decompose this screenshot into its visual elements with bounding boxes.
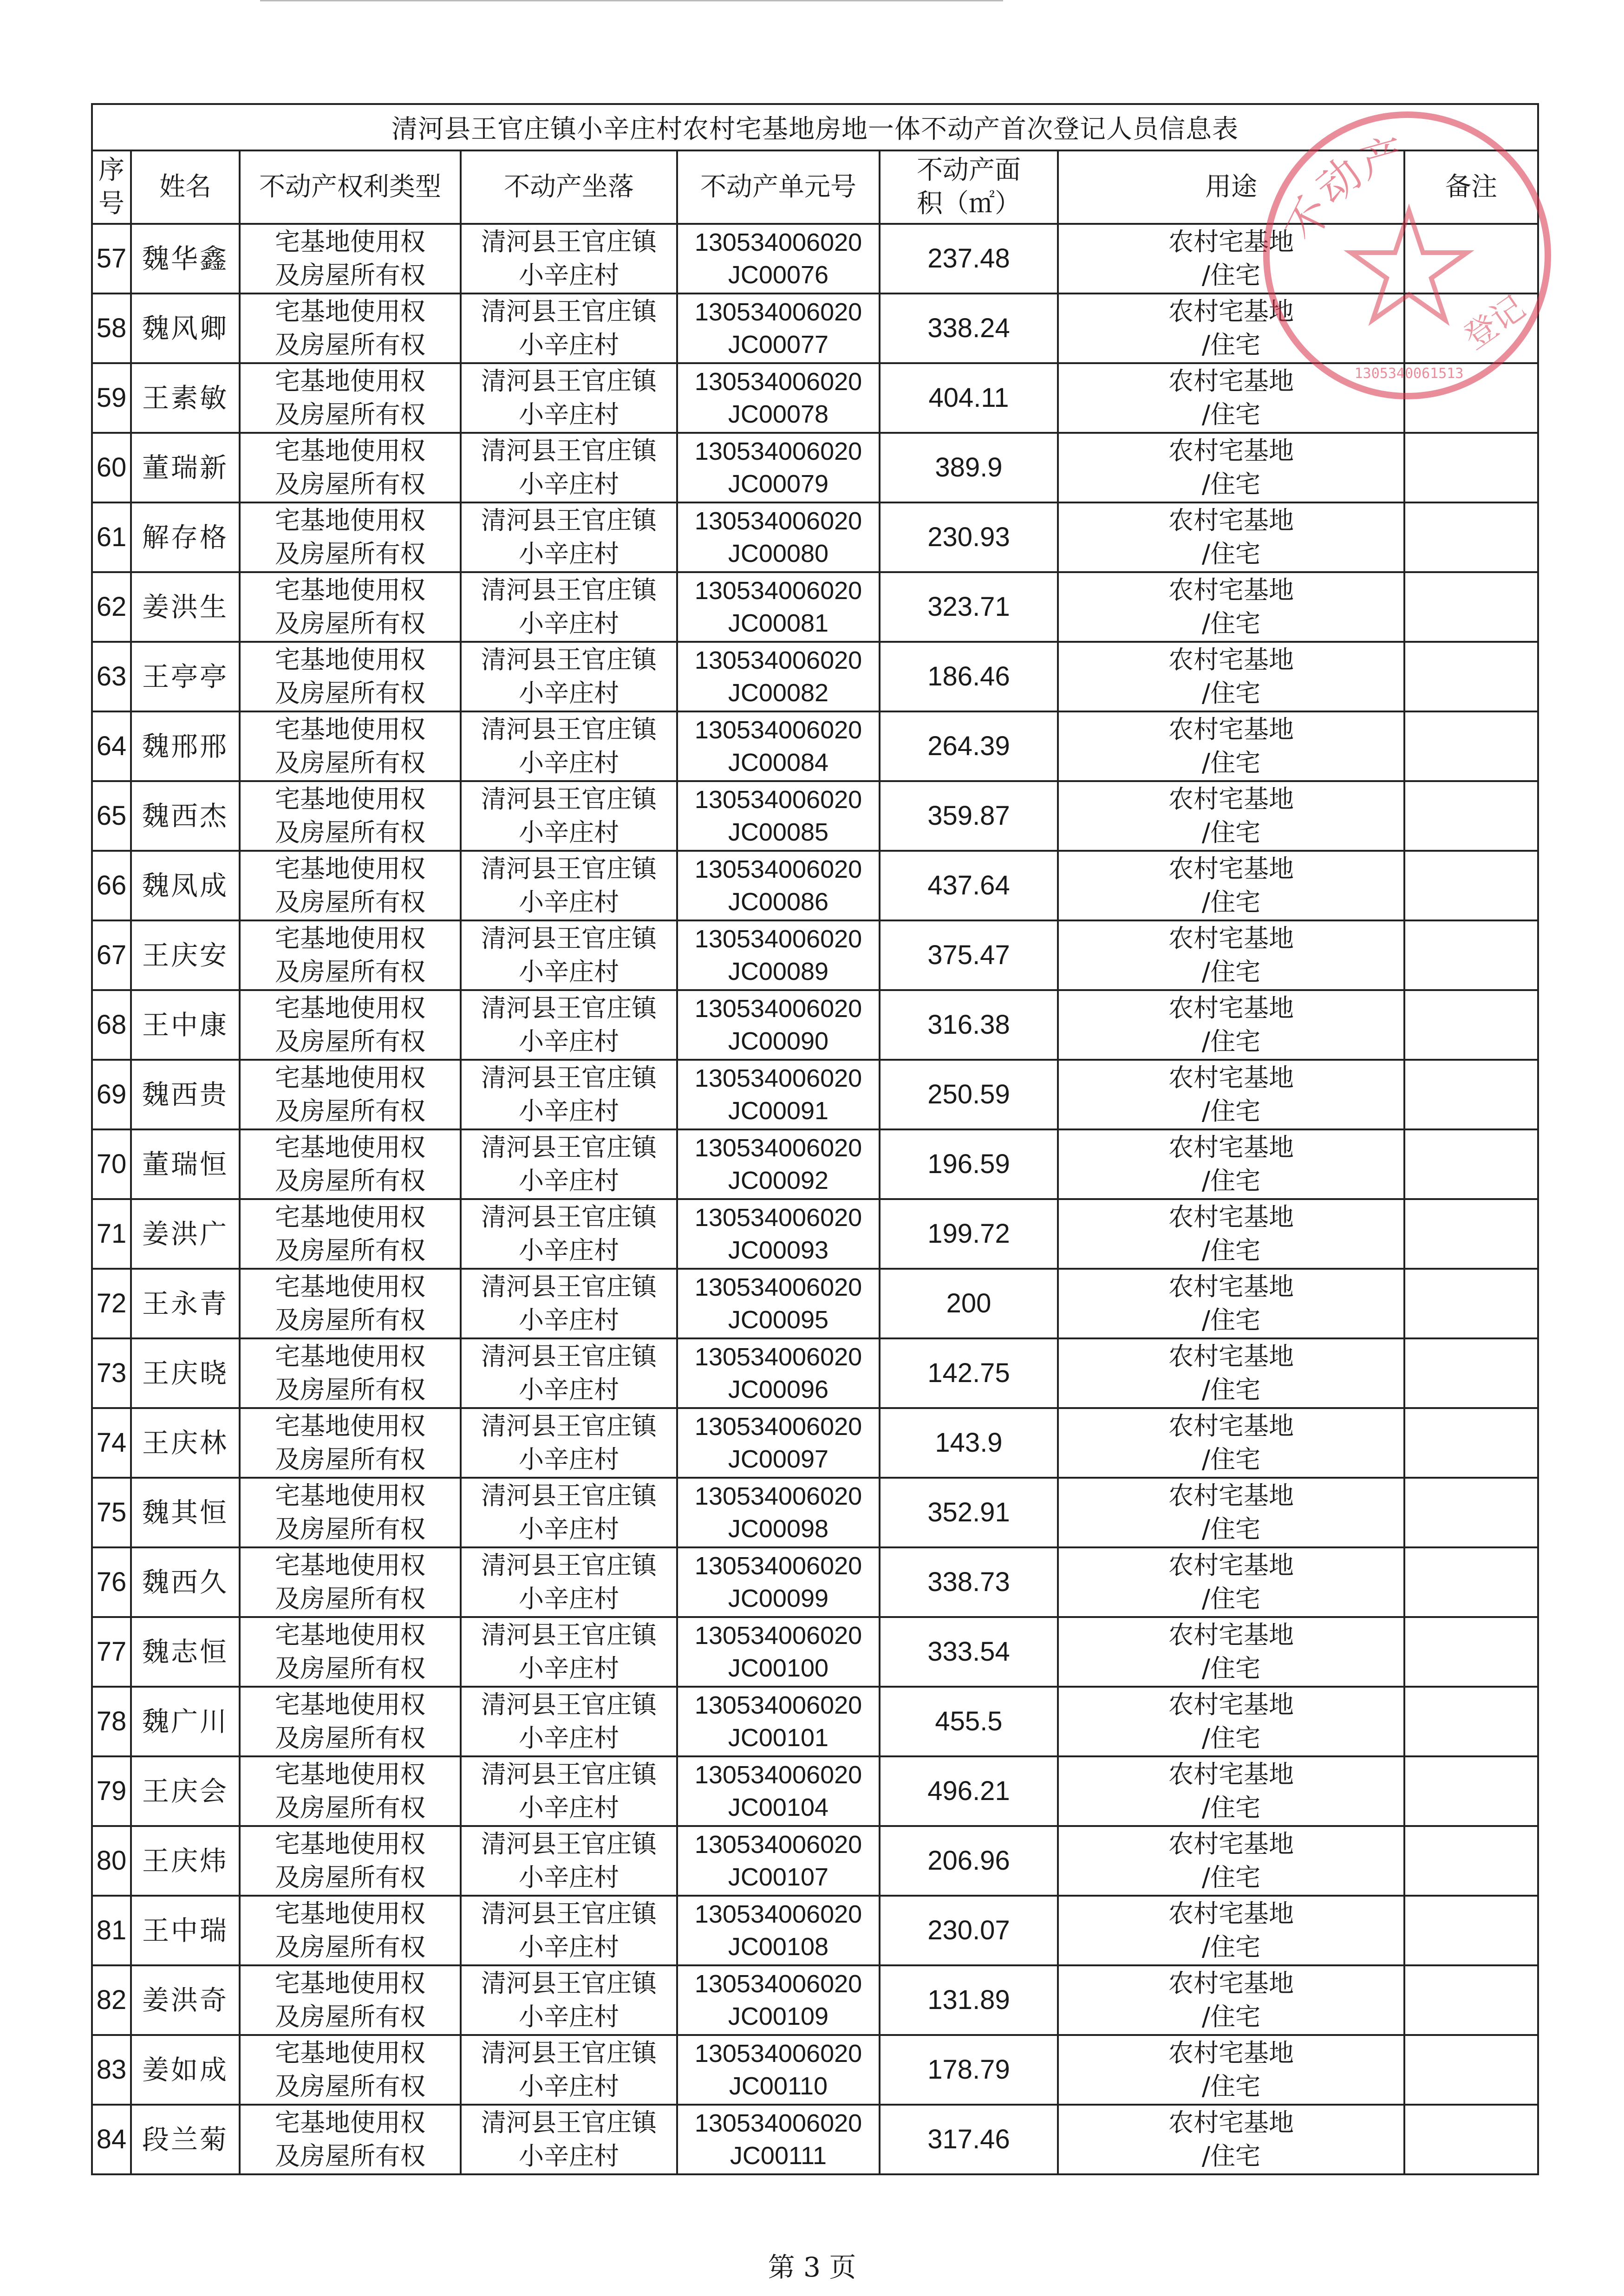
cell-area: 455.5 [880, 1687, 1058, 1756]
cell-unit-no: 130534006020 JC00086 [677, 851, 880, 920]
cell-seq: 74 [92, 1408, 131, 1478]
cell-right-type: 宅基地使用权 及房屋所有权 [240, 1756, 461, 1826]
cell-usage: 农村宅基地 /住宅 [1058, 363, 1404, 433]
table-title: 清河县王官庄镇小辛庄村农村宅基地房地一体不动产首次登记人员信息表 [92, 104, 1538, 150]
cell-seq: 63 [92, 642, 131, 711]
cell-area: 178.79 [880, 2035, 1058, 2105]
cell-seq: 57 [92, 224, 131, 294]
cell-unit-no: 130534006020 JC00077 [677, 294, 880, 363]
cell-area: 404.11 [880, 363, 1058, 433]
cell-area: 316.38 [880, 990, 1058, 1060]
cell-remarks [1404, 433, 1538, 502]
cell-seq: 64 [92, 711, 131, 781]
cell-area: 237.48 [880, 224, 1058, 294]
cell-right-type: 宅基地使用权 及房屋所有权 [240, 990, 461, 1060]
cell-remarks [1404, 363, 1538, 433]
cell-location: 清河县王官庄镇 小辛庄村 [461, 1617, 677, 1687]
table-row [92, 1408, 1538, 1478]
cell-right-type: 宅基地使用权 及房屋所有权 [240, 1408, 461, 1478]
cell-usage: 农村宅基地 /住宅 [1058, 294, 1404, 363]
cell-name: 王亭亭 [131, 642, 240, 711]
cell-usage: 农村宅基地 /住宅 [1058, 1129, 1404, 1199]
table-row [92, 294, 1538, 363]
cell-usage: 农村宅基地 /住宅 [1058, 1478, 1404, 1547]
cell-unit-no: 130534006020 JC00096 [677, 1338, 880, 1408]
cell-unit-no: 130534006020 JC00081 [677, 572, 880, 642]
cell-location: 清河县王官庄镇 小辛庄村 [461, 1269, 677, 1338]
cell-area: 186.46 [880, 642, 1058, 711]
table-row [92, 642, 1538, 711]
cell-right-type: 宅基地使用权 及房屋所有权 [240, 642, 461, 711]
cell-seq: 61 [92, 502, 131, 572]
cell-unit-no: 130534006020 JC00090 [677, 990, 880, 1060]
cell-location: 清河县王官庄镇 小辛庄村 [461, 363, 677, 433]
seal-digits: 1305340061513 [1354, 365, 1464, 382]
cell-seq: 80 [92, 1826, 131, 1896]
cell-remarks [1404, 851, 1538, 920]
cell-name: 王中康 [131, 990, 240, 1060]
table-row [92, 990, 1538, 1060]
header-remarks: 备注 [1404, 150, 1538, 224]
table-row [92, 1756, 1538, 1826]
cell-remarks [1404, 1896, 1538, 1965]
table-row [92, 1826, 1538, 1896]
cell-seq: 81 [92, 1896, 131, 1965]
cell-location: 清河县王官庄镇 小辛庄村 [461, 781, 677, 851]
table-row [92, 2035, 1538, 2105]
cell-remarks [1404, 2035, 1538, 2105]
cell-area: 338.73 [880, 1547, 1058, 1617]
table-row [92, 1129, 1538, 1199]
table-row [92, 920, 1538, 990]
cell-unit-no: 130534006020 JC00101 [677, 1687, 880, 1756]
cell-area: 317.46 [880, 2105, 1058, 2174]
table-row [92, 1965, 1538, 2035]
scan-edge-mark [260, 0, 1003, 6]
cell-usage: 农村宅基地 /住宅 [1058, 433, 1404, 502]
table-row [92, 502, 1538, 572]
cell-unit-no: 130534006020 JC00093 [677, 1199, 880, 1269]
table-row [92, 2105, 1538, 2174]
cell-usage: 农村宅基地 /住宅 [1058, 781, 1404, 851]
table-row [92, 1547, 1538, 1617]
cell-name: 魏华鑫 [131, 224, 240, 294]
cell-area: 230.07 [880, 1896, 1058, 1965]
cell-right-type: 宅基地使用权 及房屋所有权 [240, 433, 461, 502]
cell-remarks [1404, 1060, 1538, 1129]
cell-usage: 农村宅基地 /住宅 [1058, 2035, 1404, 2105]
cell-usage: 农村宅基地 /住宅 [1058, 572, 1404, 642]
table-row [92, 1060, 1538, 1129]
cell-usage: 农村宅基地 /住宅 [1058, 920, 1404, 990]
cell-remarks [1404, 1129, 1538, 1199]
cell-seq: 69 [92, 1060, 131, 1129]
table-body [92, 224, 1538, 2174]
cell-seq: 62 [92, 572, 131, 642]
cell-unit-no: 130534006020 JC00082 [677, 642, 880, 711]
cell-unit-no: 130534006020 JC00110 [677, 2035, 880, 2105]
cell-right-type: 宅基地使用权 及房屋所有权 [240, 224, 461, 294]
cell-remarks [1404, 1408, 1538, 1478]
table-row [92, 224, 1538, 294]
cell-location: 清河县王官庄镇 小辛庄村 [461, 920, 677, 990]
cell-name: 王庆安 [131, 920, 240, 990]
cell-name: 解存格 [131, 502, 240, 572]
cell-usage: 农村宅基地 /住宅 [1058, 851, 1404, 920]
cell-unit-no: 130534006020 JC00076 [677, 224, 880, 294]
cell-remarks [1404, 1338, 1538, 1408]
cell-name: 魏西贵 [131, 1060, 240, 1129]
cell-right-type: 宅基地使用权 及房屋所有权 [240, 1687, 461, 1756]
cell-usage: 农村宅基地 /住宅 [1058, 2105, 1404, 2174]
cell-unit-no: 130534006020 JC00104 [677, 1756, 880, 1826]
cell-seq: 77 [92, 1617, 131, 1687]
cell-location: 清河县王官庄镇 小辛庄村 [461, 1478, 677, 1547]
cell-name: 魏志恒 [131, 1617, 240, 1687]
cell-seq: 58 [92, 294, 131, 363]
cell-remarks [1404, 711, 1538, 781]
cell-right-type: 宅基地使用权 及房屋所有权 [240, 1199, 461, 1269]
cell-remarks [1404, 990, 1538, 1060]
table-row [92, 1338, 1538, 1408]
cell-remarks [1404, 1965, 1538, 2035]
cell-right-type: 宅基地使用权 及房屋所有权 [240, 781, 461, 851]
table-row [92, 433, 1538, 502]
cell-area: 250.59 [880, 1060, 1058, 1129]
cell-name: 王中瑞 [131, 1896, 240, 1965]
cell-area: 196.59 [880, 1129, 1058, 1199]
cell-right-type: 宅基地使用权 及房屋所有权 [240, 851, 461, 920]
cell-location: 清河县王官庄镇 小辛庄村 [461, 1756, 677, 1826]
header-name: 姓名 [131, 150, 240, 224]
cell-name: 魏广川 [131, 1687, 240, 1756]
cell-unit-no: 130534006020 JC00085 [677, 781, 880, 851]
cell-seq: 70 [92, 1129, 131, 1199]
cell-right-type: 宅基地使用权 及房屋所有权 [240, 1965, 461, 2035]
cell-location: 清河县王官庄镇 小辛庄村 [461, 851, 677, 920]
table-row [92, 1896, 1538, 1965]
cell-name: 王庆炜 [131, 1826, 240, 1896]
cell-unit-no: 130534006020 JC00099 [677, 1547, 880, 1617]
cell-seq: 67 [92, 920, 131, 990]
cell-usage: 农村宅基地 /住宅 [1058, 1617, 1404, 1687]
table-row [92, 1617, 1538, 1687]
cell-seq: 65 [92, 781, 131, 851]
cell-right-type: 宅基地使用权 及房屋所有权 [240, 1338, 461, 1408]
cell-usage: 农村宅基地 /住宅 [1058, 1199, 1404, 1269]
cell-remarks [1404, 1617, 1538, 1687]
cell-location: 清河县王官庄镇 小辛庄村 [461, 1129, 677, 1199]
cell-unit-no: 130534006020 JC00089 [677, 920, 880, 990]
cell-unit-no: 130534006020 JC00108 [677, 1896, 880, 1965]
cell-seq: 78 [92, 1687, 131, 1756]
header-right-type: 不动产权利类型 [240, 150, 461, 224]
cell-location: 清河县王官庄镇 小辛庄村 [461, 1199, 677, 1269]
cell-area: 230.93 [880, 502, 1058, 572]
cell-usage: 农村宅基地 /住宅 [1058, 1408, 1404, 1478]
cell-remarks [1404, 781, 1538, 851]
cell-usage: 农村宅基地 /住宅 [1058, 1965, 1404, 2035]
table-row [92, 1269, 1538, 1338]
cell-right-type: 宅基地使用权 及房屋所有权 [240, 294, 461, 363]
cell-usage: 农村宅基地 /住宅 [1058, 1687, 1404, 1756]
cell-usage: 农村宅基地 /住宅 [1058, 224, 1404, 294]
cell-location: 清河县王官庄镇 小辛庄村 [461, 711, 677, 781]
cell-remarks [1404, 1269, 1538, 1338]
cell-unit-no: 130534006020 JC00111 [677, 2105, 880, 2174]
cell-remarks [1404, 294, 1538, 363]
cell-seq: 71 [92, 1199, 131, 1269]
cell-area: 333.54 [880, 1617, 1058, 1687]
cell-unit-no: 130534006020 JC00107 [677, 1826, 880, 1896]
cell-name: 魏西杰 [131, 781, 240, 851]
cell-name: 魏凤成 [131, 851, 240, 920]
cell-usage: 农村宅基地 /住宅 [1058, 1826, 1404, 1896]
cell-right-type: 宅基地使用权 及房屋所有权 [240, 502, 461, 572]
cell-name: 魏其恒 [131, 1478, 240, 1547]
cell-remarks [1404, 502, 1538, 572]
cell-area: 206.96 [880, 1826, 1058, 1896]
header-unit-no: 不动产单元号 [677, 150, 880, 224]
cell-usage: 农村宅基地 /住宅 [1058, 502, 1404, 572]
table-row [92, 572, 1538, 642]
cell-area: 375.47 [880, 920, 1058, 990]
cell-remarks [1404, 1756, 1538, 1826]
cell-right-type: 宅基地使用权 及房屋所有权 [240, 1617, 461, 1687]
cell-unit-no: 130534006020 JC00080 [677, 502, 880, 572]
cell-seq: 72 [92, 1269, 131, 1338]
header-seq: 序 号 [92, 150, 131, 224]
cell-location: 清河县王官庄镇 小辛庄村 [461, 1826, 677, 1896]
page-number: 第 3 页 [768, 2251, 856, 2283]
cell-area: 437.64 [880, 851, 1058, 920]
registration-table [91, 103, 1539, 2175]
cell-area: 143.9 [880, 1408, 1058, 1478]
cell-location: 清河县王官庄镇 小辛庄村 [461, 990, 677, 1060]
cell-remarks [1404, 1547, 1538, 1617]
cell-name: 姜洪奇 [131, 1965, 240, 2035]
cell-right-type: 宅基地使用权 及房屋所有权 [240, 1826, 461, 1896]
cell-remarks [1404, 1826, 1538, 1896]
cell-unit-no: 130534006020 JC00078 [677, 363, 880, 433]
cell-usage: 农村宅基地 /住宅 [1058, 990, 1404, 1060]
cell-location: 清河县王官庄镇 小辛庄村 [461, 642, 677, 711]
cell-location: 清河县王官庄镇 小辛庄村 [461, 1060, 677, 1129]
cell-location: 清河县王官庄镇 小辛庄村 [461, 1965, 677, 2035]
cell-remarks [1404, 572, 1538, 642]
cell-usage: 农村宅基地 /住宅 [1058, 1338, 1404, 1408]
header-location: 不动产坐落 [461, 150, 677, 224]
cell-seq: 79 [92, 1756, 131, 1826]
cell-usage: 农村宅基地 /住宅 [1058, 1896, 1404, 1965]
cell-right-type: 宅基地使用权 及房屋所有权 [240, 363, 461, 433]
cell-unit-no: 130534006020 JC00100 [677, 1617, 880, 1687]
cell-location: 清河县王官庄镇 小辛庄村 [461, 1338, 677, 1408]
seal-text-top: 不动产 [1277, 129, 1409, 250]
cell-area: 359.87 [880, 781, 1058, 851]
cell-location: 清河县王官庄镇 小辛庄村 [461, 572, 677, 642]
cell-seq: 59 [92, 363, 131, 433]
cell-usage: 农村宅基地 /住宅 [1058, 1547, 1404, 1617]
cell-location: 清河县王官庄镇 小辛庄村 [461, 1896, 677, 1965]
cell-seq: 84 [92, 2105, 131, 2174]
cell-location: 清河县王官庄镇 小辛庄村 [461, 502, 677, 572]
cell-name: 姜洪广 [131, 1199, 240, 1269]
cell-remarks [1404, 642, 1538, 711]
cell-name: 董瑞恒 [131, 1129, 240, 1199]
cell-seq: 76 [92, 1547, 131, 1617]
cell-unit-no: 130534006020 JC00084 [677, 711, 880, 781]
table-row [92, 1199, 1538, 1269]
cell-location: 清河县王官庄镇 小辛庄村 [461, 433, 677, 502]
cell-seq: 73 [92, 1338, 131, 1408]
cell-area: 199.72 [880, 1199, 1058, 1269]
cell-remarks [1404, 224, 1538, 294]
table-row [92, 1687, 1538, 1756]
cell-seq: 66 [92, 851, 131, 920]
header-usage: 用途 [1058, 150, 1404, 224]
cell-unit-no: 130534006020 JC00095 [677, 1269, 880, 1338]
cell-location: 清河县王官庄镇 小辛庄村 [461, 1408, 677, 1478]
cell-remarks [1404, 1199, 1538, 1269]
cell-usage: 农村宅基地 /住宅 [1058, 642, 1404, 711]
cell-name: 董瑞新 [131, 433, 240, 502]
cell-area: 200 [880, 1269, 1058, 1338]
cell-unit-no: 130534006020 JC00092 [677, 1129, 880, 1199]
cell-name: 姜洪生 [131, 572, 240, 642]
cell-unit-no: 130534006020 JC00079 [677, 433, 880, 502]
cell-right-type: 宅基地使用权 及房屋所有权 [240, 1478, 461, 1547]
cell-area: 131.89 [880, 1965, 1058, 2035]
cell-location: 清河县王官庄镇 小辛庄村 [461, 2105, 677, 2174]
table-row [92, 851, 1538, 920]
seal-text-side: 登记 [1456, 288, 1532, 357]
cell-right-type: 宅基地使用权 及房屋所有权 [240, 1269, 461, 1338]
cell-name: 段兰菊 [131, 2105, 240, 2174]
cell-seq: 68 [92, 990, 131, 1060]
cell-right-type: 宅基地使用权 及房屋所有权 [240, 2105, 461, 2174]
cell-location: 清河县王官庄镇 小辛庄村 [461, 2035, 677, 2105]
cell-remarks [1404, 920, 1538, 990]
cell-unit-no: 130534006020 JC00097 [677, 1408, 880, 1478]
cell-name: 魏西久 [131, 1547, 240, 1617]
cell-seq: 60 [92, 433, 131, 502]
cell-name: 姜如成 [131, 2035, 240, 2105]
cell-seq: 75 [92, 1478, 131, 1547]
cell-right-type: 宅基地使用权 及房屋所有权 [240, 1547, 461, 1617]
cell-location: 清河县王官庄镇 小辛庄村 [461, 224, 677, 294]
cell-name: 魏邢邢 [131, 711, 240, 781]
cell-remarks [1404, 2105, 1538, 2174]
cell-area: 496.21 [880, 1756, 1058, 1826]
cell-right-type: 宅基地使用权 及房屋所有权 [240, 1896, 461, 1965]
cell-area: 389.9 [880, 433, 1058, 502]
cell-area: 338.24 [880, 294, 1058, 363]
registration-sheet [91, 103, 1537, 2175]
cell-name: 王素敏 [131, 363, 240, 433]
cell-right-type: 宅基地使用权 及房屋所有权 [240, 572, 461, 642]
cell-unit-no: 130534006020 JC00098 [677, 1478, 880, 1547]
cell-name: 王庆会 [131, 1756, 240, 1826]
cell-usage: 农村宅基地 /住宅 [1058, 711, 1404, 781]
cell-remarks [1404, 1687, 1538, 1756]
cell-right-type: 宅基地使用权 及房屋所有权 [240, 920, 461, 990]
cell-usage: 农村宅基地 /住宅 [1058, 1269, 1404, 1338]
cell-right-type: 宅基地使用权 及房屋所有权 [240, 711, 461, 781]
cell-usage: 农村宅基地 /住宅 [1058, 1060, 1404, 1129]
table-row [92, 363, 1538, 433]
cell-name: 王永青 [131, 1269, 240, 1338]
cell-location: 清河县王官庄镇 小辛庄村 [461, 294, 677, 363]
cell-seq: 83 [92, 2035, 131, 2105]
cell-right-type: 宅基地使用权 及房屋所有权 [240, 2035, 461, 2105]
cell-area: 323.71 [880, 572, 1058, 642]
header-area: 不动产面 积（㎡） [880, 150, 1058, 224]
cell-unit-no: 130534006020 JC00109 [677, 1965, 880, 2035]
cell-right-type: 宅基地使用权 及房屋所有权 [240, 1129, 461, 1199]
cell-name: 王庆晓 [131, 1338, 240, 1408]
cell-remarks [1404, 1478, 1538, 1547]
cell-location: 清河县王官庄镇 小辛庄村 [461, 1687, 677, 1756]
cell-area: 352.91 [880, 1478, 1058, 1547]
table-row [92, 1478, 1538, 1547]
cell-location: 清河县王官庄镇 小辛庄村 [461, 1547, 677, 1617]
cell-area: 264.39 [880, 711, 1058, 781]
cell-seq: 82 [92, 1965, 131, 2035]
cell-name: 王庆林 [131, 1408, 240, 1478]
cell-area: 142.75 [880, 1338, 1058, 1408]
cell-unit-no: 130534006020 JC00091 [677, 1060, 880, 1129]
cell-right-type: 宅基地使用权 及房屋所有权 [240, 1060, 461, 1129]
table-row [92, 711, 1538, 781]
table-row [92, 781, 1538, 851]
cell-name: 魏风卿 [131, 294, 240, 363]
cell-usage: 农村宅基地 /住宅 [1058, 1756, 1404, 1826]
